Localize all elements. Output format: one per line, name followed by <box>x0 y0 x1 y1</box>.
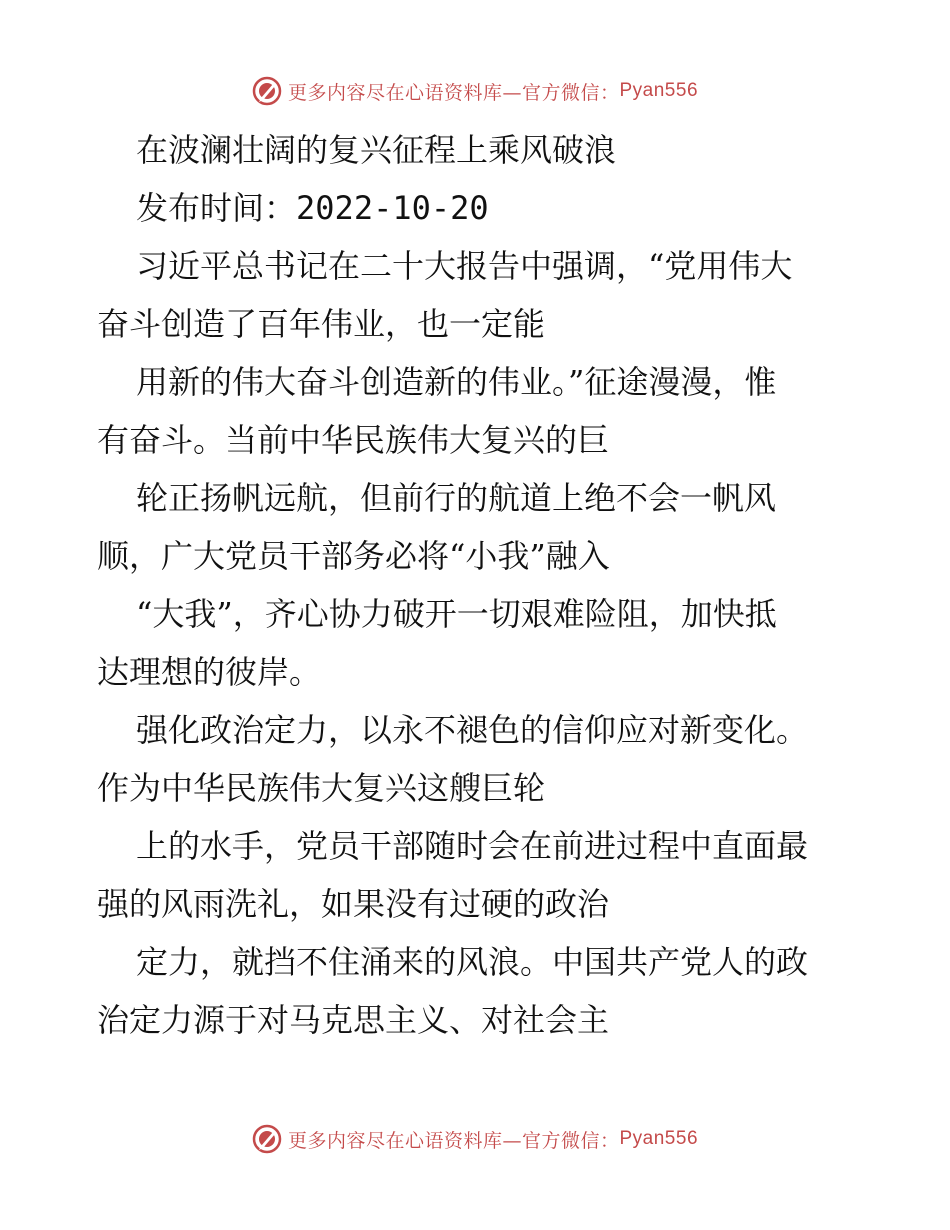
publish-date-value: 2022-10-20 <box>296 189 489 227</box>
text-line: 上的水手，党员干部随时会在前进过程中直面最 <box>136 827 809 865</box>
watermark-text: 更多内容尽在心语资料库—官方微信： <box>287 1129 620 1152</box>
footer-watermark <box>0 1122 950 1156</box>
document-body <box>0 121 950 1049</box>
pen-logo-icon <box>252 76 282 106</box>
text-line: 习近平总书记在二十大报告中强调，“党用伟大 <box>136 247 793 285</box>
text-line: 强化政治定力，以永不褪色的信仰应对新变化。 <box>136 711 809 749</box>
publish-date-label: 发布时间： <box>136 189 297 227</box>
text-line: 有奋斗。当前中华民族伟大复兴的巨 <box>97 421 610 459</box>
watermark-handle: Pyan556 <box>619 1128 699 1149</box>
text-line: 奋斗创造了百年伟业，也一定能 <box>97 305 546 343</box>
watermark-text: 更多内容尽在心语资料库—官方微信： <box>287 81 620 104</box>
text-line: “大我”，齐心协力破开一切艰难险阻，加快抵 <box>136 595 777 633</box>
text-line: 定力，就挡不住涌来的风浪。中国共产党人的政 <box>136 943 809 981</box>
header-watermark <box>0 74 950 108</box>
text-line: 治定力源于对马克思主义、对社会主 <box>97 1001 610 1039</box>
text-line: 顺，广大党员干部务必将“小我”融入 <box>97 537 610 575</box>
document-title: 在波澜壮阔的复兴征程上乘风破浪 <box>136 131 617 169</box>
text-line: 用新的伟大奋斗创造新的伟业。”征途漫漫，惟 <box>136 363 777 401</box>
text-line: 作为中华民族伟大复兴这艘巨轮 <box>97 769 546 807</box>
text-line: 强的风雨洗礼，如果没有过硬的政治 <box>97 885 610 923</box>
publish-date <box>0 179 950 237</box>
pen-logo-icon <box>252 1124 282 1154</box>
text-line: 轮正扬帆远航，但前行的航道上绝不会一帆风 <box>136 479 777 517</box>
text-line: 达理想的彼岸。 <box>97 653 322 691</box>
watermark-handle: Pyan556 <box>619 80 699 101</box>
